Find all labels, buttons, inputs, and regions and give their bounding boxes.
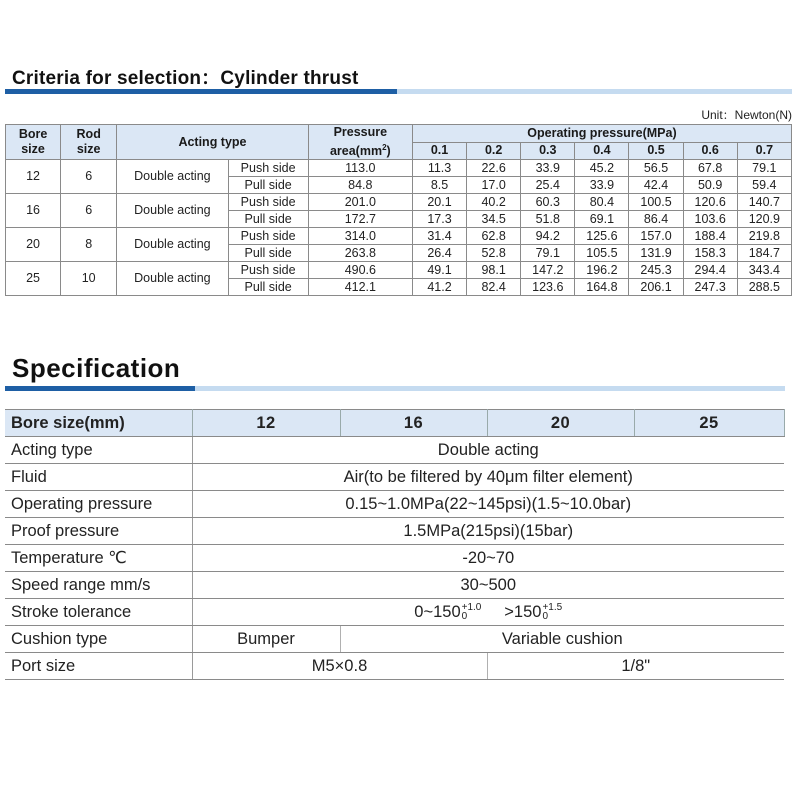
thrust-value-cell: 79.1 (737, 160, 791, 177)
thrust-value-cell: 98.1 (467, 262, 521, 279)
area-cell: 113.0 (308, 160, 412, 177)
pressure-col-header: 0.5 (629, 142, 683, 160)
pressure-col-header: 0.7 (737, 142, 791, 160)
rod-size-cell: 6 (61, 160, 117, 194)
spec-row-port (5, 653, 784, 680)
spec-title-underline-light (195, 386, 785, 391)
thrust-value-cell: 45.2 (575, 160, 629, 177)
title-underline-light (397, 89, 792, 94)
pressure-col-header: 0.4 (575, 142, 629, 160)
thrust-value-cell: 41.2 (412, 279, 466, 296)
side-cell: Push side (228, 160, 308, 177)
thrust-value-cell: 69.1 (575, 211, 629, 228)
thrust-value-cell: 62.8 (467, 228, 521, 245)
spec-value: Variable cushion (340, 626, 784, 653)
thrust-value-cell: 125.6 (575, 228, 629, 245)
spec-section-title: Specification (12, 353, 181, 383)
bore-size-header: Bore size (6, 125, 61, 160)
spec-label: Proof pressure (5, 518, 192, 545)
spec-label: Speed range mm/s (5, 572, 192, 599)
side-cell: Push side (228, 228, 308, 245)
spec-row-temperature (5, 545, 784, 572)
acting-type-cell: Double acting (117, 262, 228, 296)
title-underline (5, 89, 397, 94)
thrust-value-cell: 188.4 (683, 228, 737, 245)
bore-value: 20 (487, 410, 634, 437)
thrust-value-cell: 164.8 (575, 279, 629, 296)
rod-size-header: Rod size (61, 125, 117, 160)
thrust-value-cell: 294.4 (683, 262, 737, 279)
bore-value: 25 (634, 410, 784, 437)
thrust-value-cell: 82.4 (467, 279, 521, 296)
thrust-value-cell: 33.9 (575, 177, 629, 194)
spec-value (192, 599, 784, 626)
bore-size-cell: 20 (6, 228, 61, 262)
spec-row-fluid (5, 464, 784, 491)
thrust-value-cell: 247.3 (683, 279, 737, 296)
spec-row-speed (5, 572, 784, 599)
thrust-value-cell: 120.9 (737, 211, 791, 228)
side-cell: Push side (228, 262, 308, 279)
thrust-value-cell: 34.5 (467, 211, 521, 228)
spec-label: Bore size(mm) (5, 410, 192, 437)
thrust-value-cell: 33.9 (521, 160, 575, 177)
spec-label: Acting type (5, 437, 192, 464)
spec-label: Temperature ℃ (5, 545, 192, 572)
area-cell: 84.8 (308, 177, 412, 194)
thrust-value-cell: 245.3 (629, 262, 683, 279)
bore-size-cell: 25 (6, 262, 61, 296)
thrust-value-cell: 17.0 (467, 177, 521, 194)
spec-title-underline (5, 386, 195, 391)
area-cell: 314.0 (308, 228, 412, 245)
thrust-row (6, 194, 792, 211)
thrust-value-cell: 105.5 (575, 245, 629, 262)
side-cell: Push side (228, 194, 308, 211)
thrust-value-cell: 123.6 (521, 279, 575, 296)
spec-label: Stroke tolerance (5, 599, 192, 626)
thrust-value-cell: 40.2 (467, 194, 521, 211)
spec-table (5, 409, 785, 680)
area-cell: 201.0 (308, 194, 412, 211)
spec-value: 1/8" (487, 653, 784, 680)
pressure-col-header: 0.2 (467, 142, 521, 160)
thrust-value-cell: 120.6 (683, 194, 737, 211)
thrust-value-cell: 25.4 (521, 177, 575, 194)
spec-value: M5×0.8 (192, 653, 487, 680)
spec-row-bore (5, 410, 784, 437)
thrust-value-cell: 67.8 (683, 160, 737, 177)
side-cell: Pull side (228, 245, 308, 262)
bore-value: 12 (192, 410, 340, 437)
spec-value: 30~500 (192, 572, 784, 599)
pressure-area-header: Pressure $area(mm^2)$ (308, 125, 412, 160)
thrust-value-cell: 288.5 (737, 279, 791, 296)
stroke-tolerance-b: >150 +1.5 0 (504, 602, 563, 623)
spec-label: Fluid (5, 464, 192, 491)
spec-row-proof-pressure (5, 518, 784, 545)
area-cell: 490.6 (308, 262, 412, 279)
spec-row-operating-pressure (5, 491, 784, 518)
thrust-table (5, 124, 792, 296)
thrust-value-cell: 49.1 (412, 262, 466, 279)
bore-value: 16 (340, 410, 487, 437)
thrust-value-cell: 79.1 (521, 245, 575, 262)
side-cell: Pull side (228, 211, 308, 228)
thrust-value-cell: 51.8 (521, 211, 575, 228)
thrust-value-cell: 17.3 (412, 211, 466, 228)
thrust-value-cell: 26.4 (412, 245, 466, 262)
rod-size-cell: 8 (61, 228, 117, 262)
thrust-value-cell: 42.4 (629, 177, 683, 194)
pressure-col-header: 0.3 (521, 142, 575, 160)
acting-type-cell: Double acting (117, 160, 228, 194)
thrust-value-cell: 206.1 (629, 279, 683, 296)
spec-label: Port size (5, 653, 192, 680)
thrust-value-cell: 86.4 (629, 211, 683, 228)
thrust-row (6, 262, 792, 279)
acting-type-header: Acting type (117, 125, 308, 160)
thrust-value-cell: 11.3 (412, 160, 466, 177)
area-cell: 263.8 (308, 245, 412, 262)
bore-size-cell: 16 (6, 194, 61, 228)
side-cell: Pull side (228, 177, 308, 194)
thrust-value-cell: 52.8 (467, 245, 521, 262)
rod-size-cell: 6 (61, 194, 117, 228)
thrust-value-cell: 196.2 (575, 262, 629, 279)
thrust-value-cell: 219.8 (737, 228, 791, 245)
bore-size-cell: 12 (6, 160, 61, 194)
thrust-table-body (6, 160, 792, 296)
side-cell: Pull side (228, 279, 308, 296)
spec-value: 0.15~1.0MPa(22~145psi)(1.5~10.0bar) (192, 491, 784, 518)
thrust-value-cell: 343.4 (737, 262, 791, 279)
spec-value: 1.5MPa(215psi)(15bar) (192, 518, 784, 545)
operating-pressure-header: Operating pressure(MPa) (412, 125, 791, 143)
thrust-value-cell: 184.7 (737, 245, 791, 262)
spec-value: Bumper (192, 626, 340, 653)
acting-type-cell: Double acting (117, 228, 228, 262)
thrust-value-cell: 158.3 (683, 245, 737, 262)
acting-type-cell: Double acting (117, 194, 228, 228)
spec-row-cushion (5, 626, 784, 653)
thrust-value-cell: 94.2 (521, 228, 575, 245)
thrust-value-cell: 60.3 (521, 194, 575, 211)
pressure-col-header: 0.6 (683, 142, 737, 160)
spec-row-acting (5, 437, 784, 464)
thrust-value-cell: 80.4 (575, 194, 629, 211)
thrust-value-cell: 103.6 (683, 211, 737, 228)
thrust-value-cell: 22.6 (467, 160, 521, 177)
area-cell: 412.1 (308, 279, 412, 296)
rod-size-cell: 10 (61, 262, 117, 296)
spec-value: Double acting (192, 437, 784, 464)
spec-value: -20~70 (192, 545, 784, 572)
thrust-section-title: Criteria for selection：Cylinder thrust (12, 68, 359, 89)
thrust-value-cell: 50.9 (683, 177, 737, 194)
thrust-value-cell: 157.0 (629, 228, 683, 245)
thrust-row (6, 228, 792, 245)
spec-label: Cushion type (5, 626, 192, 653)
thrust-value-cell: 8.5 (412, 177, 466, 194)
thrust-value-cell: 140.7 (737, 194, 791, 211)
thrust-row (6, 160, 792, 177)
pressure-col-header: 0.1 (412, 142, 466, 160)
thrust-value-cell: 31.4 (412, 228, 466, 245)
stroke-tolerance-a: 0~150 +1.0 0 (414, 602, 482, 623)
spec-row-stroke (5, 599, 784, 626)
unit-label: Unit：Newton(N) (701, 108, 792, 122)
area-cell: 172.7 (308, 211, 412, 228)
thrust-value-cell: 59.4 (737, 177, 791, 194)
spec-value: Air(to be filtered by 40μm filter element) (192, 464, 784, 491)
thrust-value-cell: 147.2 (521, 262, 575, 279)
thrust-value-cell: 20.1 (412, 194, 466, 211)
thrust-value-cell: 131.9 (629, 245, 683, 262)
thrust-value-cell: 56.5 (629, 160, 683, 177)
spec-label: Operating pressure (5, 491, 192, 518)
thrust-value-cell: 100.5 (629, 194, 683, 211)
